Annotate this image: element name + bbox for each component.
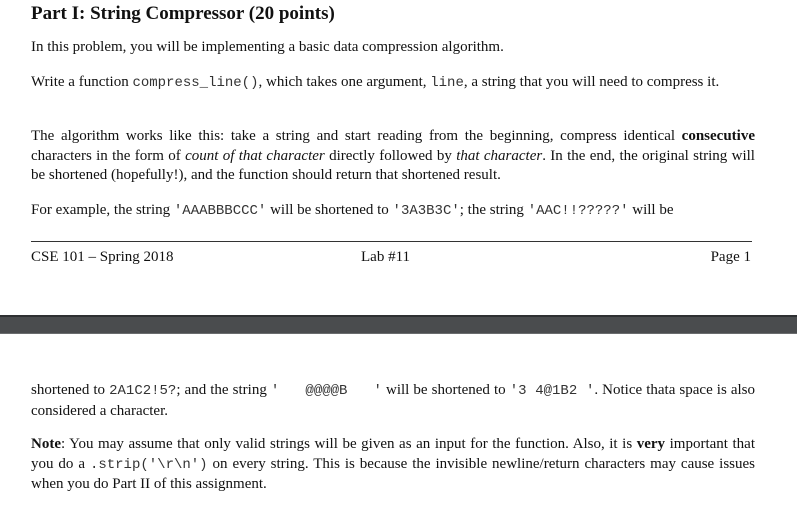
footer-lab: Lab #11	[361, 249, 411, 265]
text-run: ; and the string	[176, 382, 271, 398]
note-label: Note	[31, 436, 61, 452]
strip-call-code: .strip('\r\n')	[89, 456, 208, 473]
text-run: For example, the string	[31, 202, 174, 218]
function-description-paragraph	[31, 73, 755, 94]
example-input-code: 'AAABBBCCC'	[173, 203, 267, 219]
bold-very: very	[636, 436, 666, 452]
example-output-code-3: '3 4@1B2 '	[509, 383, 595, 399]
text-run: shortened to	[31, 382, 110, 398]
text-run: ; the string	[459, 202, 528, 218]
text-run: will be	[628, 202, 674, 218]
text-run: : You may assume that only valid strings will be given as an input for the function. Also, it is	[61, 436, 637, 452]
example-input-code-2: 'AAC!!?????'	[527, 203, 629, 219]
text-run: . Notice thata space is also considered a character.	[31, 382, 756, 419]
text-run: on every string. This is because the invisible newline/return characters may cause issues when you do Part II of this assignment.	[31, 455, 755, 492]
footer-course: CSE 101 – Spring 2018	[31, 249, 174, 265]
footer-page-number: Page 1	[710, 249, 751, 265]
example-paragraph	[31, 201, 755, 222]
text-run: , which takes one argument,	[258, 74, 431, 90]
text-run: characters in the form of	[31, 147, 186, 164]
argument-name-code: line	[430, 75, 464, 91]
example-input-code-3: ' @@@@B '	[270, 383, 382, 399]
text-run: directly followed by	[324, 147, 457, 164]
intro-text: In this problem, you will be implementing a basic data compression algorithm.	[31, 39, 504, 55]
text-run: . In the end, the original string will be shortened (hopefully!), and the function should return that shortened result.	[31, 147, 755, 183]
note-paragraph	[31, 435, 755, 495]
continuation-paragraph	[31, 381, 755, 421]
intro-paragraph	[31, 38, 755, 58]
italic-count-phrase: count of that character	[185, 147, 325, 164]
page-separator	[0, 315, 797, 334]
text-run: will be shortened to	[381, 382, 510, 398]
example-output-code-2: 2A1C2!5?	[109, 383, 177, 399]
text-run: , a string that you will need to compress it.	[463, 74, 720, 90]
example-output-code: '3A3B3C'	[392, 203, 460, 219]
text-run: important that you do a	[31, 436, 755, 472]
text-run: Write a function	[31, 74, 133, 90]
text-run: The algorithm works like this: take a string and start reading from the beginning, compress identical	[31, 128, 682, 144]
footer-divider	[31, 241, 752, 242]
function-name-code: compress_line()	[132, 75, 259, 91]
bold-consecutive: consecutive	[681, 128, 755, 144]
algorithm-paragraph	[31, 127, 755, 186]
italic-character-phrase: that character	[456, 147, 543, 164]
text-run: will be shortened to	[266, 202, 393, 218]
section-title: Part I: String Compressor (20 points)	[31, 3, 335, 24]
